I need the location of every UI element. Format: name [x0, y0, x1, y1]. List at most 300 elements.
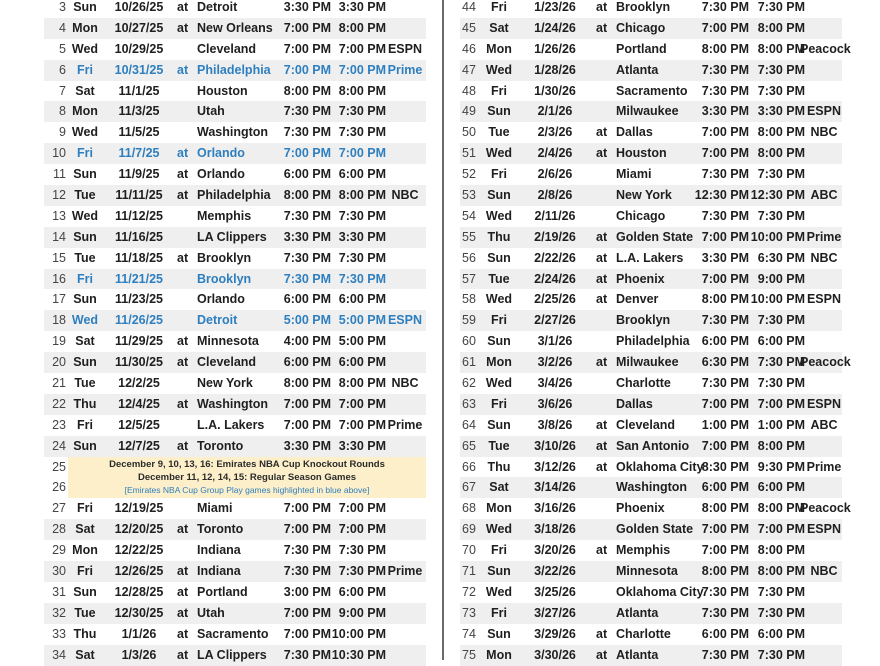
- tv-network: NBC: [810, 125, 838, 140]
- away-indicator: at: [177, 0, 189, 14]
- eastern-time: 9:00 PM: [757, 271, 805, 286]
- game-date: 12/5/25: [118, 417, 160, 432]
- opponent: San Antonio: [616, 438, 690, 453]
- away-indicator: at: [596, 20, 608, 35]
- game-date: 2/19/26: [534, 229, 576, 244]
- game-row: [460, 331, 842, 352]
- game-number: 28: [52, 522, 66, 537]
- opponent: Atlanta: [616, 605, 659, 620]
- game-date: 12/28/25: [114, 584, 164, 599]
- game-date: 3/22/26: [534, 564, 576, 579]
- game-date: 1/30/26: [534, 83, 576, 98]
- tv-network: NBC: [810, 250, 838, 265]
- game-day: Fri: [77, 501, 93, 516]
- game-date: 1/28/26: [534, 62, 576, 77]
- opponent: New York: [616, 188, 672, 203]
- game-row: [460, 227, 842, 248]
- game-date: 1/24/26: [534, 20, 576, 35]
- tv-network: Peacock: [800, 41, 851, 56]
- game-day: Thu: [73, 626, 97, 641]
- game-date: 10/31/25: [114, 62, 164, 77]
- tv-network: ESPN: [806, 104, 842, 119]
- game-number: 46: [462, 41, 476, 56]
- local-time: 7:30 PM: [701, 0, 749, 14]
- opponent: Miami: [616, 167, 652, 182]
- game-date: 12/2/25: [118, 376, 160, 391]
- opponent: L.A. Lakers: [197, 417, 265, 432]
- game-date: 11/16/25: [115, 229, 163, 244]
- local-time: 7:30 PM: [701, 167, 749, 182]
- game-day: Mon: [72, 543, 98, 558]
- local-time: 3:30 PM: [701, 250, 749, 265]
- game-row: [44, 415, 426, 436]
- tv-network: ABC: [810, 188, 838, 203]
- tv-network: Prime: [806, 229, 842, 244]
- local-time: 7:00 PM: [701, 438, 749, 453]
- game-day: Mon: [72, 20, 98, 35]
- game-number: 73: [462, 605, 476, 620]
- game-day: Wed: [485, 208, 513, 223]
- opponent: Portland: [616, 41, 667, 56]
- game-number: 9: [59, 125, 66, 140]
- eastern-time: 7:30 PM: [757, 355, 805, 370]
- eastern-time: 8:00 PM: [757, 501, 805, 516]
- away-indicator: at: [596, 459, 608, 474]
- local-time: 1:00 PM: [701, 417, 749, 432]
- game-row: [460, 582, 842, 603]
- local-time: 5:00 PM: [283, 313, 331, 328]
- away-indicator: at: [177, 167, 189, 182]
- game-row: [460, 394, 842, 415]
- game-day: Tue: [74, 188, 96, 203]
- game-date: 3/14/26: [534, 480, 576, 495]
- game-row: [460, 39, 851, 60]
- column-divider: [442, 0, 444, 660]
- game-number: 3: [59, 0, 66, 14]
- game-date: 3/30/26: [534, 647, 576, 662]
- game-row: [44, 624, 426, 645]
- eastern-time: 7:30 PM: [338, 564, 386, 579]
- local-time: 7:00 PM: [701, 146, 749, 161]
- away-indicator: at: [596, 417, 608, 432]
- game-date: 11/1/25: [118, 83, 160, 98]
- local-time: 7:30 PM: [283, 647, 331, 662]
- game-date: 3/2/26: [537, 355, 573, 370]
- eastern-time: 7:00 PM: [338, 522, 386, 537]
- eastern-time: 7:30 PM: [757, 647, 805, 662]
- game-date: 1/23/26: [534, 0, 576, 14]
- game-row: [44, 373, 426, 394]
- game-day: Wed: [485, 146, 513, 161]
- game-row: [44, 101, 426, 122]
- local-time: 7:30 PM: [701, 83, 749, 98]
- opponent: Detroit: [197, 313, 238, 328]
- game-date: 11/9/25: [118, 167, 160, 182]
- opponent: Philadelphia: [616, 334, 690, 349]
- game-day: Sun: [487, 104, 511, 119]
- eastern-time: 7:30 PM: [757, 167, 805, 182]
- game-day: Sun: [487, 250, 511, 265]
- game-row: [460, 603, 842, 624]
- tv-network: Prime: [387, 417, 423, 432]
- local-time: 7:00 PM: [701, 522, 749, 537]
- game-row: [44, 352, 426, 373]
- game-date: 11/30/25: [115, 355, 163, 370]
- opponent: Charlotte: [616, 626, 671, 641]
- local-time: 7:00 PM: [283, 417, 331, 432]
- game-date: 10/26/25: [114, 0, 164, 14]
- game-row: [460, 519, 842, 540]
- opponent: LA Clippers: [197, 229, 267, 244]
- eastern-time: 8:00 PM: [338, 376, 386, 391]
- opponent: Orlando: [197, 292, 245, 307]
- local-time: 7:00 PM: [701, 396, 749, 411]
- eastern-time: 7:30 PM: [338, 271, 386, 286]
- game-row: [44, 18, 426, 39]
- eastern-time: 6:00 PM: [757, 626, 805, 641]
- local-time: 3:00 PM: [283, 584, 331, 599]
- game-date: 3/18/26: [534, 522, 576, 537]
- away-indicator: at: [177, 355, 189, 370]
- eastern-time: 5:00 PM: [338, 334, 386, 349]
- game-number: 48: [462, 83, 476, 98]
- game-date: 11/12/25: [115, 208, 163, 223]
- game-day: Wed: [71, 125, 99, 140]
- opponent: L.A. Lakers: [616, 250, 684, 265]
- eastern-time: 6:00 PM: [338, 167, 386, 182]
- game-number: 29: [52, 543, 66, 558]
- opponent: Chicago: [616, 208, 666, 223]
- game-row: [460, 415, 842, 436]
- game-number: 16: [52, 271, 66, 286]
- away-indicator: at: [177, 146, 189, 161]
- game-row: [44, 394, 426, 415]
- game-date: 2/27/26: [534, 313, 576, 328]
- game-row: [460, 561, 842, 582]
- game-number: 19: [52, 334, 66, 349]
- game-row: [460, 143, 842, 164]
- opponent: Sacramento: [616, 83, 688, 98]
- local-time: 8:00 PM: [283, 188, 331, 203]
- game-day: Fri: [491, 313, 507, 328]
- row-number: 25: [52, 459, 66, 474]
- away-indicator: at: [177, 522, 189, 537]
- away-indicator: at: [177, 20, 189, 35]
- opponent: Phoenix: [616, 271, 665, 286]
- eastern-time: 7:00 PM: [338, 501, 386, 516]
- eastern-time: 7:30 PM: [338, 208, 386, 223]
- away-indicator: at: [596, 647, 608, 662]
- tv-network: Peacock: [800, 501, 851, 516]
- eastern-time: 7:00 PM: [757, 522, 805, 537]
- local-time: 3:30 PM: [283, 0, 331, 14]
- opponent: Charlotte: [616, 376, 671, 391]
- game-day: Wed: [485, 292, 513, 307]
- game-day: Wed: [485, 522, 513, 537]
- game-number: 67: [462, 480, 476, 495]
- game-day: Mon: [72, 104, 98, 119]
- opponent: Sacramento: [197, 626, 269, 641]
- game-date: 3/6/26: [537, 396, 573, 411]
- schedule-left-column: [44, 0, 426, 666]
- game-row: [44, 122, 426, 143]
- game-row: [460, 373, 842, 394]
- game-date: 2/3/26: [537, 125, 573, 140]
- game-day: Fri: [77, 417, 93, 432]
- game-day: Wed: [485, 376, 513, 391]
- eastern-time: 9:00 PM: [338, 605, 386, 620]
- eastern-time: 10:00 PM: [750, 229, 805, 244]
- game-row: [44, 143, 426, 164]
- game-day: Sun: [487, 564, 511, 579]
- local-time: 6:00 PM: [283, 292, 331, 307]
- eastern-time: 8:00 PM: [338, 188, 386, 203]
- game-date: 12/19/25: [114, 501, 164, 516]
- opponent: LA Clippers: [197, 647, 267, 662]
- game-row: [44, 185, 426, 206]
- game-day: Sun: [73, 584, 97, 599]
- game-number: 51: [462, 146, 476, 161]
- away-indicator: at: [177, 584, 189, 599]
- schedule-right-column: [460, 0, 851, 666]
- game-day: Thu: [487, 229, 511, 244]
- game-day: Sat: [75, 334, 95, 349]
- eastern-time: 12:30 PM: [750, 188, 805, 203]
- local-time: 8:00 PM: [701, 41, 749, 56]
- game-number: 31: [52, 584, 66, 599]
- game-day: Sat: [75, 647, 95, 662]
- opponent: Cleveland: [197, 355, 257, 370]
- game-day: Sun: [73, 355, 97, 370]
- game-row: [460, 101, 842, 122]
- eastern-time: 7:30 PM: [757, 313, 805, 328]
- opponent: Golden State: [616, 522, 694, 537]
- game-date: 2/4/26: [537, 146, 573, 161]
- opponent: Washington: [616, 480, 688, 495]
- game-date: 2/1/26: [537, 104, 573, 119]
- eastern-time: 7:30 PM: [757, 584, 805, 599]
- opponent: Golden State: [616, 229, 694, 244]
- game-row: [460, 81, 842, 102]
- local-time: 3:30 PM: [283, 229, 331, 244]
- away-indicator: at: [177, 626, 189, 641]
- tv-network: Prime: [806, 459, 842, 474]
- note-group-play-legend: [Emirates NBA Cup Group Play games highlighted in blue above]: [124, 485, 370, 496]
- opponent: Brooklyn: [616, 313, 671, 328]
- opponent: Toronto: [197, 522, 244, 537]
- local-time: 12:30 PM: [694, 188, 749, 203]
- local-time: 6:00 PM: [283, 167, 331, 182]
- local-time: 7:30 PM: [701, 376, 749, 391]
- eastern-time: 7:30 PM: [338, 543, 386, 558]
- local-time: 7:30 PM: [283, 104, 331, 119]
- game-row: [44, 0, 426, 18]
- local-time: 7:00 PM: [283, 62, 331, 77]
- tv-network: ESPN: [387, 313, 423, 328]
- game-number: 18: [52, 313, 66, 328]
- local-time: 7:30 PM: [283, 125, 331, 140]
- game-date: 3/27/26: [534, 605, 576, 620]
- game-day: Wed: [485, 584, 513, 599]
- local-time: 6:00 PM: [701, 626, 749, 641]
- game-day: Wed: [71, 208, 99, 223]
- opponent: Minnesota: [616, 564, 678, 579]
- opponent: Oklahoma City: [616, 584, 704, 599]
- game-row: [44, 540, 426, 561]
- game-number: 49: [462, 104, 476, 119]
- game-date: 12/22/25: [114, 543, 164, 558]
- opponent: New Orleans: [197, 20, 273, 35]
- game-date: 10/29/25: [114, 41, 164, 56]
- eastern-time: 7:00 PM: [338, 417, 386, 432]
- opponent: Dallas: [616, 396, 653, 411]
- game-day: Wed: [71, 313, 99, 328]
- away-indicator: at: [177, 564, 189, 579]
- game-row: [44, 269, 426, 290]
- local-time: 6:00 PM: [701, 334, 749, 349]
- game-date: 11/26/25: [115, 313, 163, 328]
- eastern-time: 8:00 PM: [757, 146, 805, 161]
- eastern-time: 8:00 PM: [757, 125, 805, 140]
- game-day: Sat: [75, 83, 95, 98]
- eastern-time: 9:30 PM: [757, 459, 805, 474]
- local-time: 7:00 PM: [283, 522, 331, 537]
- opponent: Cleveland: [197, 41, 257, 56]
- game-number: 70: [462, 543, 476, 558]
- local-time: 8:30 PM: [701, 459, 749, 474]
- opponent: Utah: [197, 605, 225, 620]
- opponent: Denver: [616, 292, 659, 307]
- game-number: 64: [462, 417, 476, 432]
- game-row: [460, 352, 851, 373]
- game-date: 3/12/26: [534, 459, 576, 474]
- eastern-time: 7:00 PM: [338, 396, 386, 411]
- tv-network: NBC: [810, 564, 838, 579]
- game-number: 24: [52, 438, 66, 453]
- game-number: 34: [52, 647, 66, 662]
- game-date: 11/5/25: [118, 125, 160, 140]
- nba-cup-note: [44, 457, 426, 499]
- game-number: 72: [462, 584, 476, 599]
- game-number: 56: [462, 250, 476, 265]
- game-day: Sun: [487, 188, 511, 203]
- game-number: 21: [52, 376, 66, 391]
- game-row: [460, 540, 842, 561]
- local-time: 7:30 PM: [701, 62, 749, 77]
- opponent: Milwaukee: [616, 104, 679, 119]
- game-number: 8: [59, 104, 66, 119]
- game-date: 12/7/25: [118, 438, 160, 453]
- game-number: 32: [52, 605, 66, 620]
- game-row: [44, 582, 426, 603]
- eastern-time: 8:00 PM: [757, 41, 805, 56]
- tv-network: ESPN: [806, 396, 842, 411]
- eastern-time: 3:30 PM: [338, 229, 386, 244]
- game-date: 3/16/26: [534, 501, 576, 516]
- game-row: [44, 60, 426, 81]
- local-time: 7:00 PM: [283, 626, 331, 641]
- away-indicator: at: [596, 543, 608, 558]
- local-time: 6:00 PM: [283, 355, 331, 370]
- game-row: [460, 18, 842, 39]
- away-indicator: at: [596, 146, 608, 161]
- game-day: Fri: [491, 543, 507, 558]
- local-time: 3:30 PM: [283, 438, 331, 453]
- tv-network: ABC: [810, 417, 838, 432]
- game-number: 65: [462, 438, 476, 453]
- eastern-time: 7:30 PM: [338, 250, 386, 265]
- game-date: 11/11/25: [115, 188, 163, 203]
- game-date: 2/24/26: [534, 271, 576, 286]
- local-time: 7:00 PM: [283, 146, 331, 161]
- game-number: 14: [52, 229, 66, 244]
- opponent: Portland: [197, 584, 248, 599]
- local-time: 7:00 PM: [283, 396, 331, 411]
- game-number: 17: [52, 292, 66, 307]
- game-day: Sun: [73, 292, 97, 307]
- eastern-time: 6:00 PM: [338, 584, 386, 599]
- game-row: [460, 60, 842, 81]
- game-date: 2/6/26: [537, 167, 573, 182]
- opponent: Washington: [197, 396, 269, 411]
- away-indicator: at: [177, 250, 189, 265]
- game-row: [44, 561, 426, 582]
- game-day: Thu: [487, 459, 511, 474]
- opponent: Miami: [197, 501, 233, 516]
- tv-network: ESPN: [806, 522, 842, 537]
- local-time: 7:00 PM: [283, 41, 331, 56]
- game-row: [44, 310, 426, 331]
- game-number: 22: [52, 396, 66, 411]
- local-time: 7:30 PM: [283, 208, 331, 223]
- game-number: 47: [462, 62, 476, 77]
- game-number: 15: [52, 250, 66, 265]
- game-date: 11/7/25: [118, 146, 160, 161]
- game-row: [44, 289, 426, 310]
- away-indicator: at: [596, 229, 608, 244]
- away-indicator: at: [596, 355, 608, 370]
- game-date: 2/25/26: [534, 292, 576, 307]
- game-number: 60: [462, 334, 476, 349]
- local-time: 7:00 PM: [701, 229, 749, 244]
- opponent: Detroit: [197, 0, 238, 14]
- opponent: Philadelphia: [197, 188, 271, 203]
- away-indicator: at: [177, 605, 189, 620]
- local-time: 7:00 PM: [701, 543, 749, 558]
- game-date: 12/4/25: [118, 396, 160, 411]
- eastern-time: 8:00 PM: [757, 543, 805, 558]
- game-day: Fri: [491, 0, 507, 14]
- game-number: 13: [52, 208, 66, 223]
- game-date: 11/23/25: [115, 292, 163, 307]
- game-number: 6: [59, 62, 66, 77]
- eastern-time: 8:00 PM: [757, 438, 805, 453]
- away-indicator: at: [177, 647, 189, 662]
- local-time: 8:00 PM: [701, 501, 749, 516]
- game-row: [460, 164, 842, 185]
- game-date: 2/8/26: [537, 188, 573, 203]
- local-time: 7:30 PM: [283, 271, 331, 286]
- game-day: Tue: [74, 376, 96, 391]
- eastern-time: 7:00 PM: [338, 62, 386, 77]
- opponent: Atlanta: [616, 647, 659, 662]
- local-time: 8:00 PM: [283, 83, 331, 98]
- local-time: 7:00 PM: [701, 125, 749, 140]
- opponent: Phoenix: [616, 501, 665, 516]
- game-date: 3/4/26: [537, 376, 573, 391]
- game-number: 5: [59, 41, 66, 56]
- tv-network: Peacock: [800, 355, 851, 370]
